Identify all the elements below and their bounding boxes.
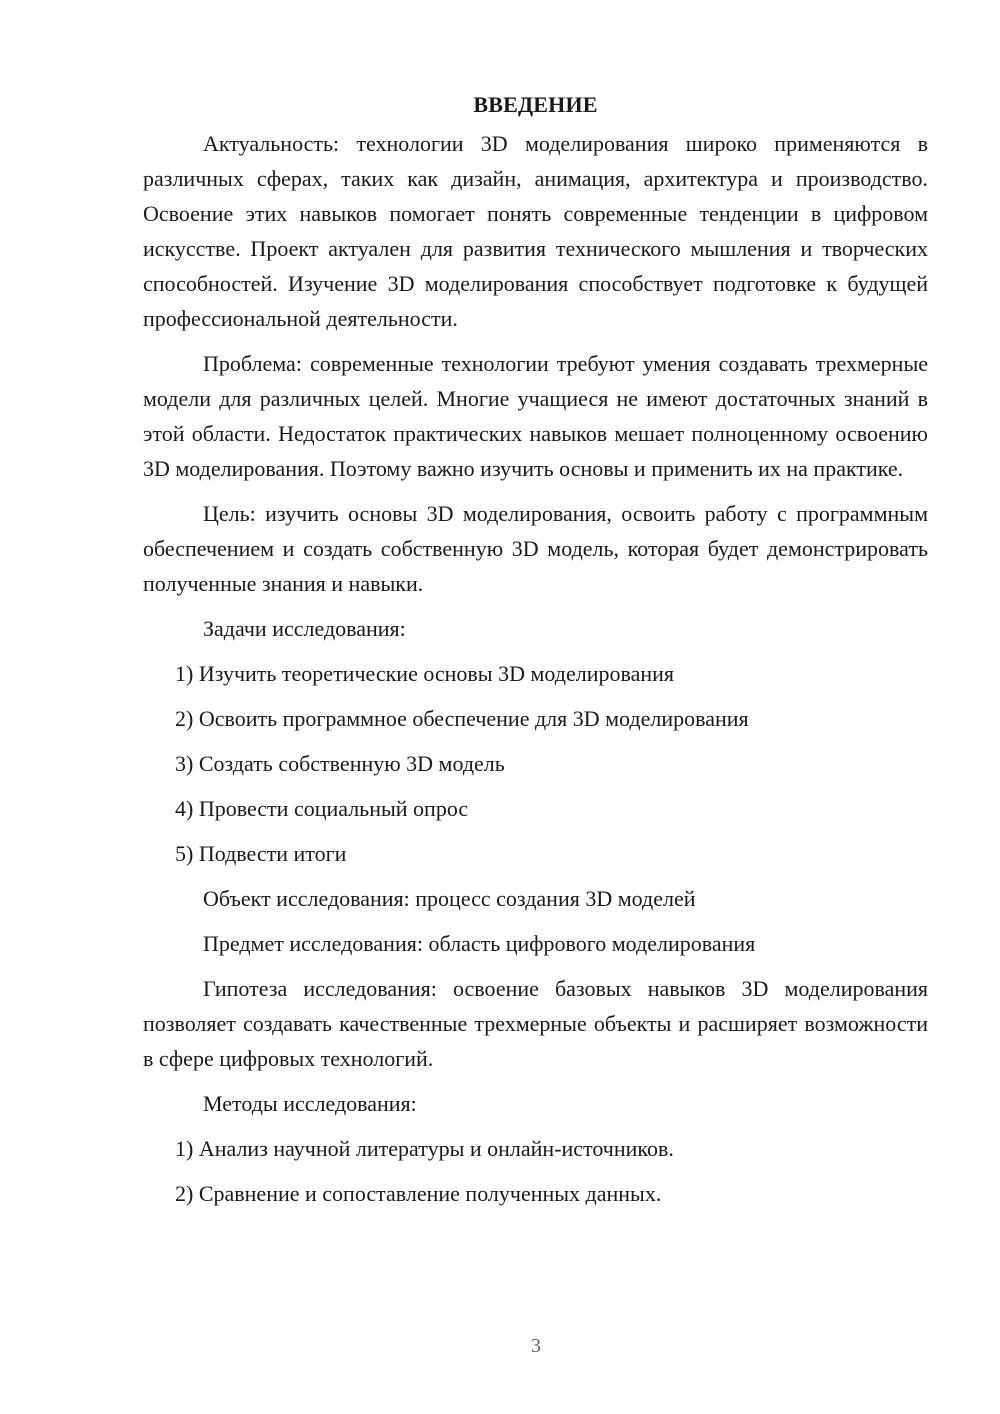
task-item: 2) Освоить программное обеспечение для 3D моделирования bbox=[175, 706, 749, 731]
research-subject: Предмет исследования: область цифрового моделирования bbox=[203, 931, 756, 956]
task-item: 4) Провести социальный опрос bbox=[175, 796, 469, 821]
research-object: Объект исследования: процесс создания 3D моделей bbox=[203, 886, 696, 911]
method-item: 1) Анализ научной литературы и онлайн-источников. bbox=[175, 1136, 674, 1161]
page-title: ВВЕДЕНИЕ bbox=[473, 92, 598, 117]
problem-paragraph: Проблема: современные технологии требуют умения создавать трехмерные модели для различных целей. Многие учащиеся не имеют достаточных знаний в этой области. Недостаток практических навыков мешает полноценному освоению 3D моделирования. Поэтому важно изучить основы и применить их на практике. bbox=[143, 351, 928, 481]
method-item: 2) Сравнение и сопоставление полученных данных. bbox=[175, 1181, 662, 1206]
task-item: 1) Изучить теоретические основы 3D моделирования bbox=[175, 661, 674, 686]
page-number: 3 bbox=[531, 1335, 541, 1357]
goal-paragraph: Цель: изучить основы 3D моделирования, освоить работу с программным обеспечением и создать собственную 3D модель, которая будет демонстрировать полученные знания и навыки. bbox=[143, 501, 928, 596]
methods-heading: Методы исследования: bbox=[203, 1091, 417, 1116]
task-item: 3) Создать собственную 3D модель bbox=[175, 751, 505, 776]
task-item: 5) Подвести итоги bbox=[175, 841, 347, 866]
hypothesis-paragraph: Гипотеза исследования: освоение базовых навыков 3D моделирования позволяет создавать качественные трехмерные объекты и расширяет возможности в сфере цифровых технологий. bbox=[143, 976, 928, 1071]
tasks-heading: Задачи исследования: bbox=[203, 616, 406, 641]
relevance-paragraph: Актуальность: технологии 3D моделирования широко применяются в различных сферах, таких как дизайн, анимация, архитектура и производство. Освоение этих навыков помогает понять современные тенденции в цифровом искусстве. Проект актуален для развития технического мышления и творческих способностей. Изучение 3D моделирования способствует подготовке к будущей профессиональной деятельности. bbox=[143, 131, 928, 331]
document-page bbox=[143, 90, 928, 1221]
